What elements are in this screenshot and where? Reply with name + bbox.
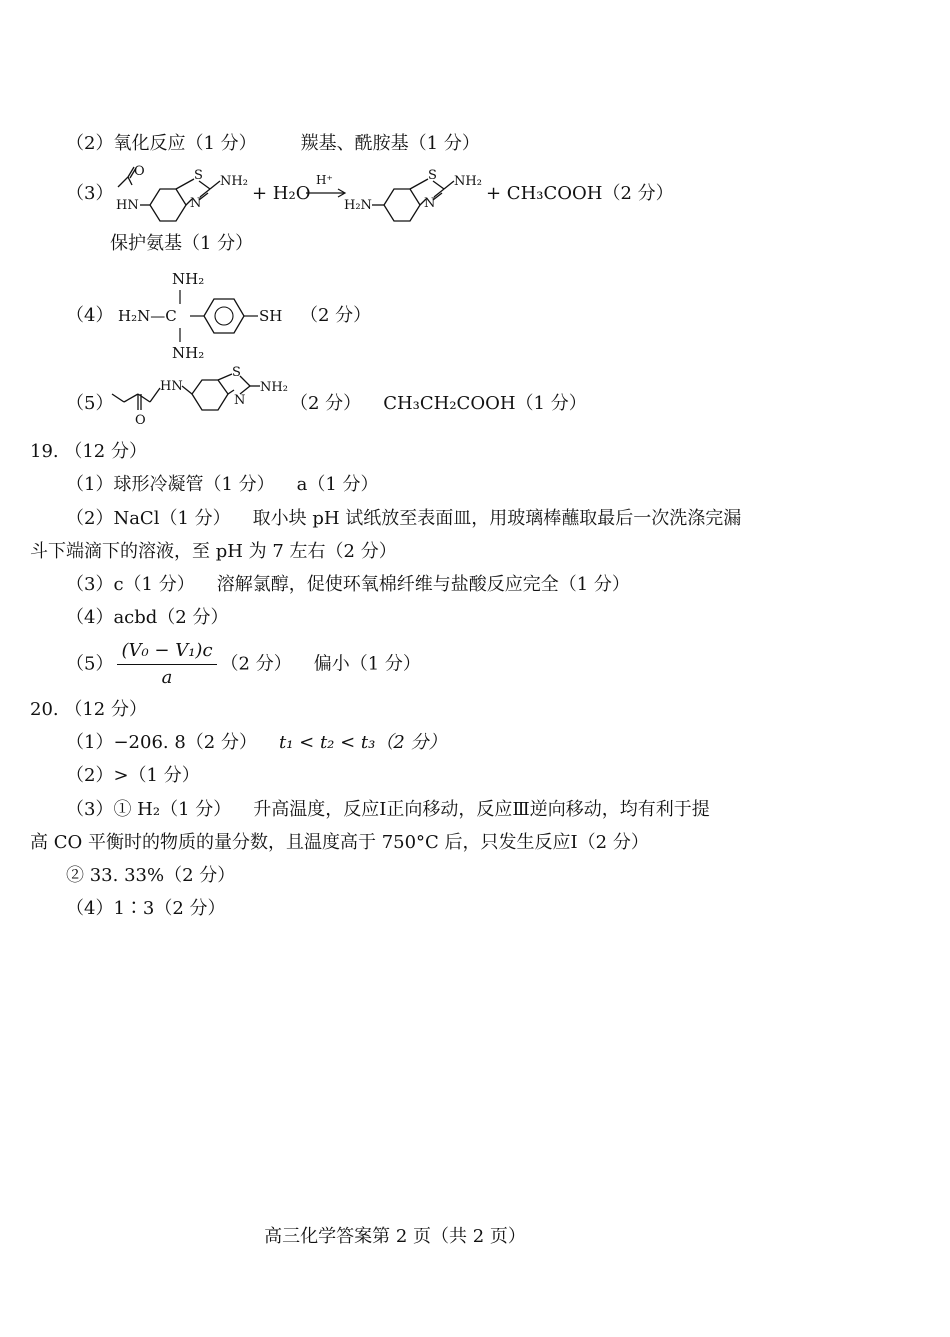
- numerator: (V₀ − V₁)c: [117, 640, 216, 665]
- atom-s: S: [232, 365, 241, 380]
- atom-hn: HN: [116, 198, 139, 213]
- part-label: （1）: [66, 474, 114, 495]
- q20-part4: [66, 897, 226, 921]
- answer: t₁ < t₂ < t₃（2 分）: [278, 732, 447, 753]
- part-label: （5）: [66, 653, 114, 675]
- q19-part3: [66, 573, 630, 597]
- q19-part4: [66, 606, 228, 630]
- reactant-structure: [110, 165, 270, 225]
- atom-s: S: [428, 168, 437, 183]
- q19-part2-line1: [66, 507, 741, 531]
- part-label: （4）: [66, 607, 114, 628]
- q20-part3-line2: 高 CO 平衡时的物质的量分数，且温度高于 750°C 后，只发生反应Ⅰ（2 分）: [30, 832, 649, 853]
- atom-hn: HN: [160, 379, 183, 394]
- part-label: （2）: [66, 133, 114, 154]
- q18-part5-answers: [290, 392, 587, 416]
- answer: 升高温度，反应Ⅰ正向移动，反应Ⅲ逆向移动，均有利于提: [253, 799, 710, 820]
- part-label: （4）: [66, 898, 114, 919]
- atom-n: N: [234, 393, 246, 408]
- answer: 羰基、酰胺基（1 分）: [300, 133, 480, 154]
- atom-o: O: [135, 413, 146, 428]
- q19-part2-line2: 斗下端滴下的溶液，至 pH 为 7 左右（2 分）: [30, 541, 397, 562]
- q20-part3-sub2: ② 33. 33%（2 分）: [66, 865, 236, 886]
- q20-part1: [66, 731, 447, 755]
- atom-nh2: NH₂: [260, 380, 288, 395]
- product-structure: [344, 165, 494, 225]
- part-label: （3）: [66, 799, 114, 820]
- atom-o: O: [134, 164, 145, 179]
- catalyst: H⁺: [316, 173, 333, 187]
- q19-part1: [66, 473, 379, 497]
- part-label: （1）: [66, 732, 114, 753]
- q18-part3-note: 保护氨基（1 分）: [110, 233, 254, 254]
- atom-nh2: NH₂: [454, 174, 482, 189]
- part5-structure: [108, 365, 308, 432]
- answer: a（1 分）: [296, 474, 379, 495]
- atom-s: S: [194, 168, 203, 183]
- sh-group: SH: [259, 307, 283, 325]
- answer: 溶解氯醇，促使环氧棉纤维与盐酸反应完全（1 分）: [216, 574, 630, 595]
- q20-part2: [66, 764, 200, 788]
- top-nh2: NH₂: [172, 270, 205, 288]
- page-footer: 高三化学答案第 2 页（共 2 页）: [264, 1226, 526, 1247]
- q20-header: 20. （12 分）: [30, 699, 147, 720]
- q18-part3-label: （3）: [66, 183, 114, 204]
- answer: 氧化反应（1 分）: [113, 133, 257, 154]
- byproduct: + CH₃COOH（2 分）: [486, 183, 674, 204]
- answer: 取小块 pH 试纸放至表面皿，用玻璃棒蘸取最后一次洗涤完漏: [252, 508, 742, 529]
- atom-n: N: [190, 196, 202, 211]
- q18-part4-score: （2 分）: [300, 305, 372, 326]
- answer: 1∶3（2 分）: [113, 898, 226, 919]
- score: （2 分）: [290, 393, 362, 414]
- bottom-nh2: NH₂: [172, 344, 205, 362]
- plus-water: + H₂O: [252, 183, 311, 204]
- atom-nh2: NH₂: [220, 174, 248, 189]
- answer: acbd（2 分）: [113, 607, 229, 628]
- part-label: （2）: [66, 765, 114, 786]
- atom-n: N: [424, 196, 436, 211]
- answer: NaCl（1 分）: [113, 508, 231, 529]
- fraction: [117, 640, 216, 689]
- q18-part4-label: （4）: [66, 305, 114, 326]
- answer: c（1 分）: [113, 574, 195, 595]
- q20-part3-line1: [66, 798, 710, 822]
- denominator: a: [161, 667, 173, 688]
- q19-header: 19. （12 分）: [30, 441, 147, 462]
- atom-h2n: H₂N: [344, 198, 372, 213]
- answer: >（1 分）: [113, 765, 200, 786]
- answer: 偏小（1 分）: [313, 653, 421, 675]
- part-label: （2）: [66, 508, 114, 529]
- answer: −206. 8（2 分）: [113, 732, 257, 753]
- score: （2 分）: [220, 653, 292, 675]
- part-label: （3）: [66, 574, 114, 595]
- q18-part2: [66, 132, 480, 156]
- answer: 球形冷凝管（1 分）: [113, 474, 275, 495]
- answer: ① H₂（1 分）: [113, 799, 232, 820]
- left-group: H₂N—C: [118, 307, 177, 325]
- q18-part5-label: （5）: [66, 393, 114, 414]
- q19-part5: [66, 640, 421, 689]
- answer: CH₃CH₂COOH（1 分）: [383, 393, 587, 414]
